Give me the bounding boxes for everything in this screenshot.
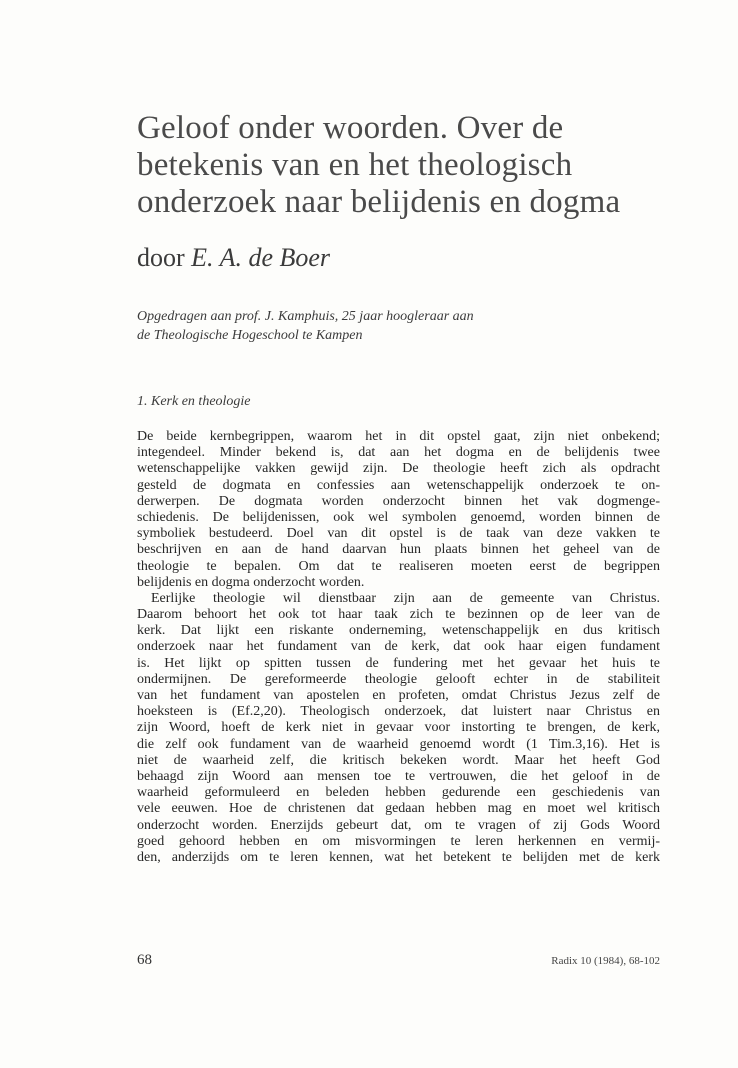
body-line: symboliek bestudeerd. Doel van dit opstel is de taak van deze vakken te (137, 526, 660, 542)
page-number: 68 (137, 952, 152, 968)
body-line: hoeksteen is (Ef.2,20). Theologisch onderzoek, dat luistert naar Christus en (137, 704, 660, 720)
body-line: gesteld de dogmata en confessies aan wetenschappelijk onderzoek te on- (137, 477, 660, 493)
body-line: behaagd zijn Woord aan mensen toe te vertrouwen, die het geloof in de (137, 768, 660, 784)
body-line: beschrijven en aan de hand daarvan hun plaats binnen het geheel van de (137, 542, 660, 558)
body-line: kerk. Dat lijkt een riskante onderneming, wetenschappelijk en dus kritisch (137, 623, 660, 639)
body-line: belijdenis en dogma onderzocht worden. (137, 574, 365, 590)
body-line: Eerlijke theologie wil dienstbaar zijn aan de gemeente van Christus. (151, 590, 660, 606)
body-line: den, anderzijds om te leren kennen, wat het betekent te belijden met de kerk (137, 849, 660, 865)
body-line: zijn Woord, hoeft de kerk niet in gevaar voor instorting te brengen, de kerk, (137, 720, 660, 736)
journal-reference: Radix 10 (1984), 68-102 (551, 955, 660, 967)
section-heading: 1. Kerk en theologie (137, 394, 251, 409)
title-line: onderzoek naar belijdenis en dogma (137, 184, 621, 220)
author-name: E. A. de Boer (191, 243, 331, 272)
title-line: betekenis van en het theologisch (137, 147, 573, 183)
author-byline (137, 243, 330, 273)
body-line: schiedenis. De belijdenissen, ook wel symbolen genoemd, worden binnen de (137, 509, 660, 525)
article-title (137, 110, 697, 221)
body-line: onderzoek naar het fundament van de kerk, dat ook haar eigen fundament (137, 639, 660, 655)
dedication-line: Opgedragen aan prof. J. Kamphuis, 25 jaar hoogleraar aan (137, 309, 474, 324)
body-line: derwerpen. De dogmata worden onderzocht binnen het vak dogmenge- (137, 493, 660, 509)
body-line: wetenschappelijke vakken gewijd zijn. De theologie heeft zich als opdracht (137, 461, 660, 477)
author-prefix: door (137, 243, 185, 272)
body-line: Daarom behoort het ook tot haar taak zich te bezinnen op de leer van de (137, 607, 660, 623)
dedication (137, 307, 677, 345)
body-line: vele eeuwen. Hoe de christenen dat gedaan hebben mag en moet wel kritisch (137, 801, 660, 817)
body-line: integendeel. Minder bekend is, dat aan het dogma en de belijdenis twee (137, 445, 660, 461)
title-line: Geloof onder woorden. Over de (137, 110, 564, 146)
body-line: is. Het lijkt op spitten tussen de fundering met het gevaar het huis te (137, 655, 660, 671)
dedication-line: de Theologische Hogeschool te Kampen (137, 328, 363, 343)
body-line: ondermijnen. De gereformeerde theologie gelooft echter in de stabiliteit (137, 671, 660, 687)
body-text (137, 429, 660, 866)
body-line: onderzocht worden. Enerzijds gebeurt dat, om te vragen of zij Gods Woord (137, 817, 660, 833)
body-line: De beide kernbegrippen, waarom het in dit opstel gaat, zijn niet onbekend; (137, 429, 660, 444)
body-line: die zelf ook fundament van de waarheid genoemd wordt (1 Tim.3,16). Het is (137, 736, 660, 752)
body-line: niet de waarheid zelf, die kritisch bekeken wordt. Maar het heeft God (137, 752, 660, 768)
body-line: theologie te bepalen. Om dat te realiseren moeten eerst de begrippen (137, 558, 660, 574)
body-line: waarheid geformuleerd en beleden hebben gedurende een geschiedenis van (137, 785, 660, 801)
body-line: goed gehoord hebben en om misvormingen te leren herkennen en vermij- (137, 833, 660, 849)
body-line: van het fundament van apostelen en profeten, omdat Christus Jezus zelf de (137, 688, 660, 703)
